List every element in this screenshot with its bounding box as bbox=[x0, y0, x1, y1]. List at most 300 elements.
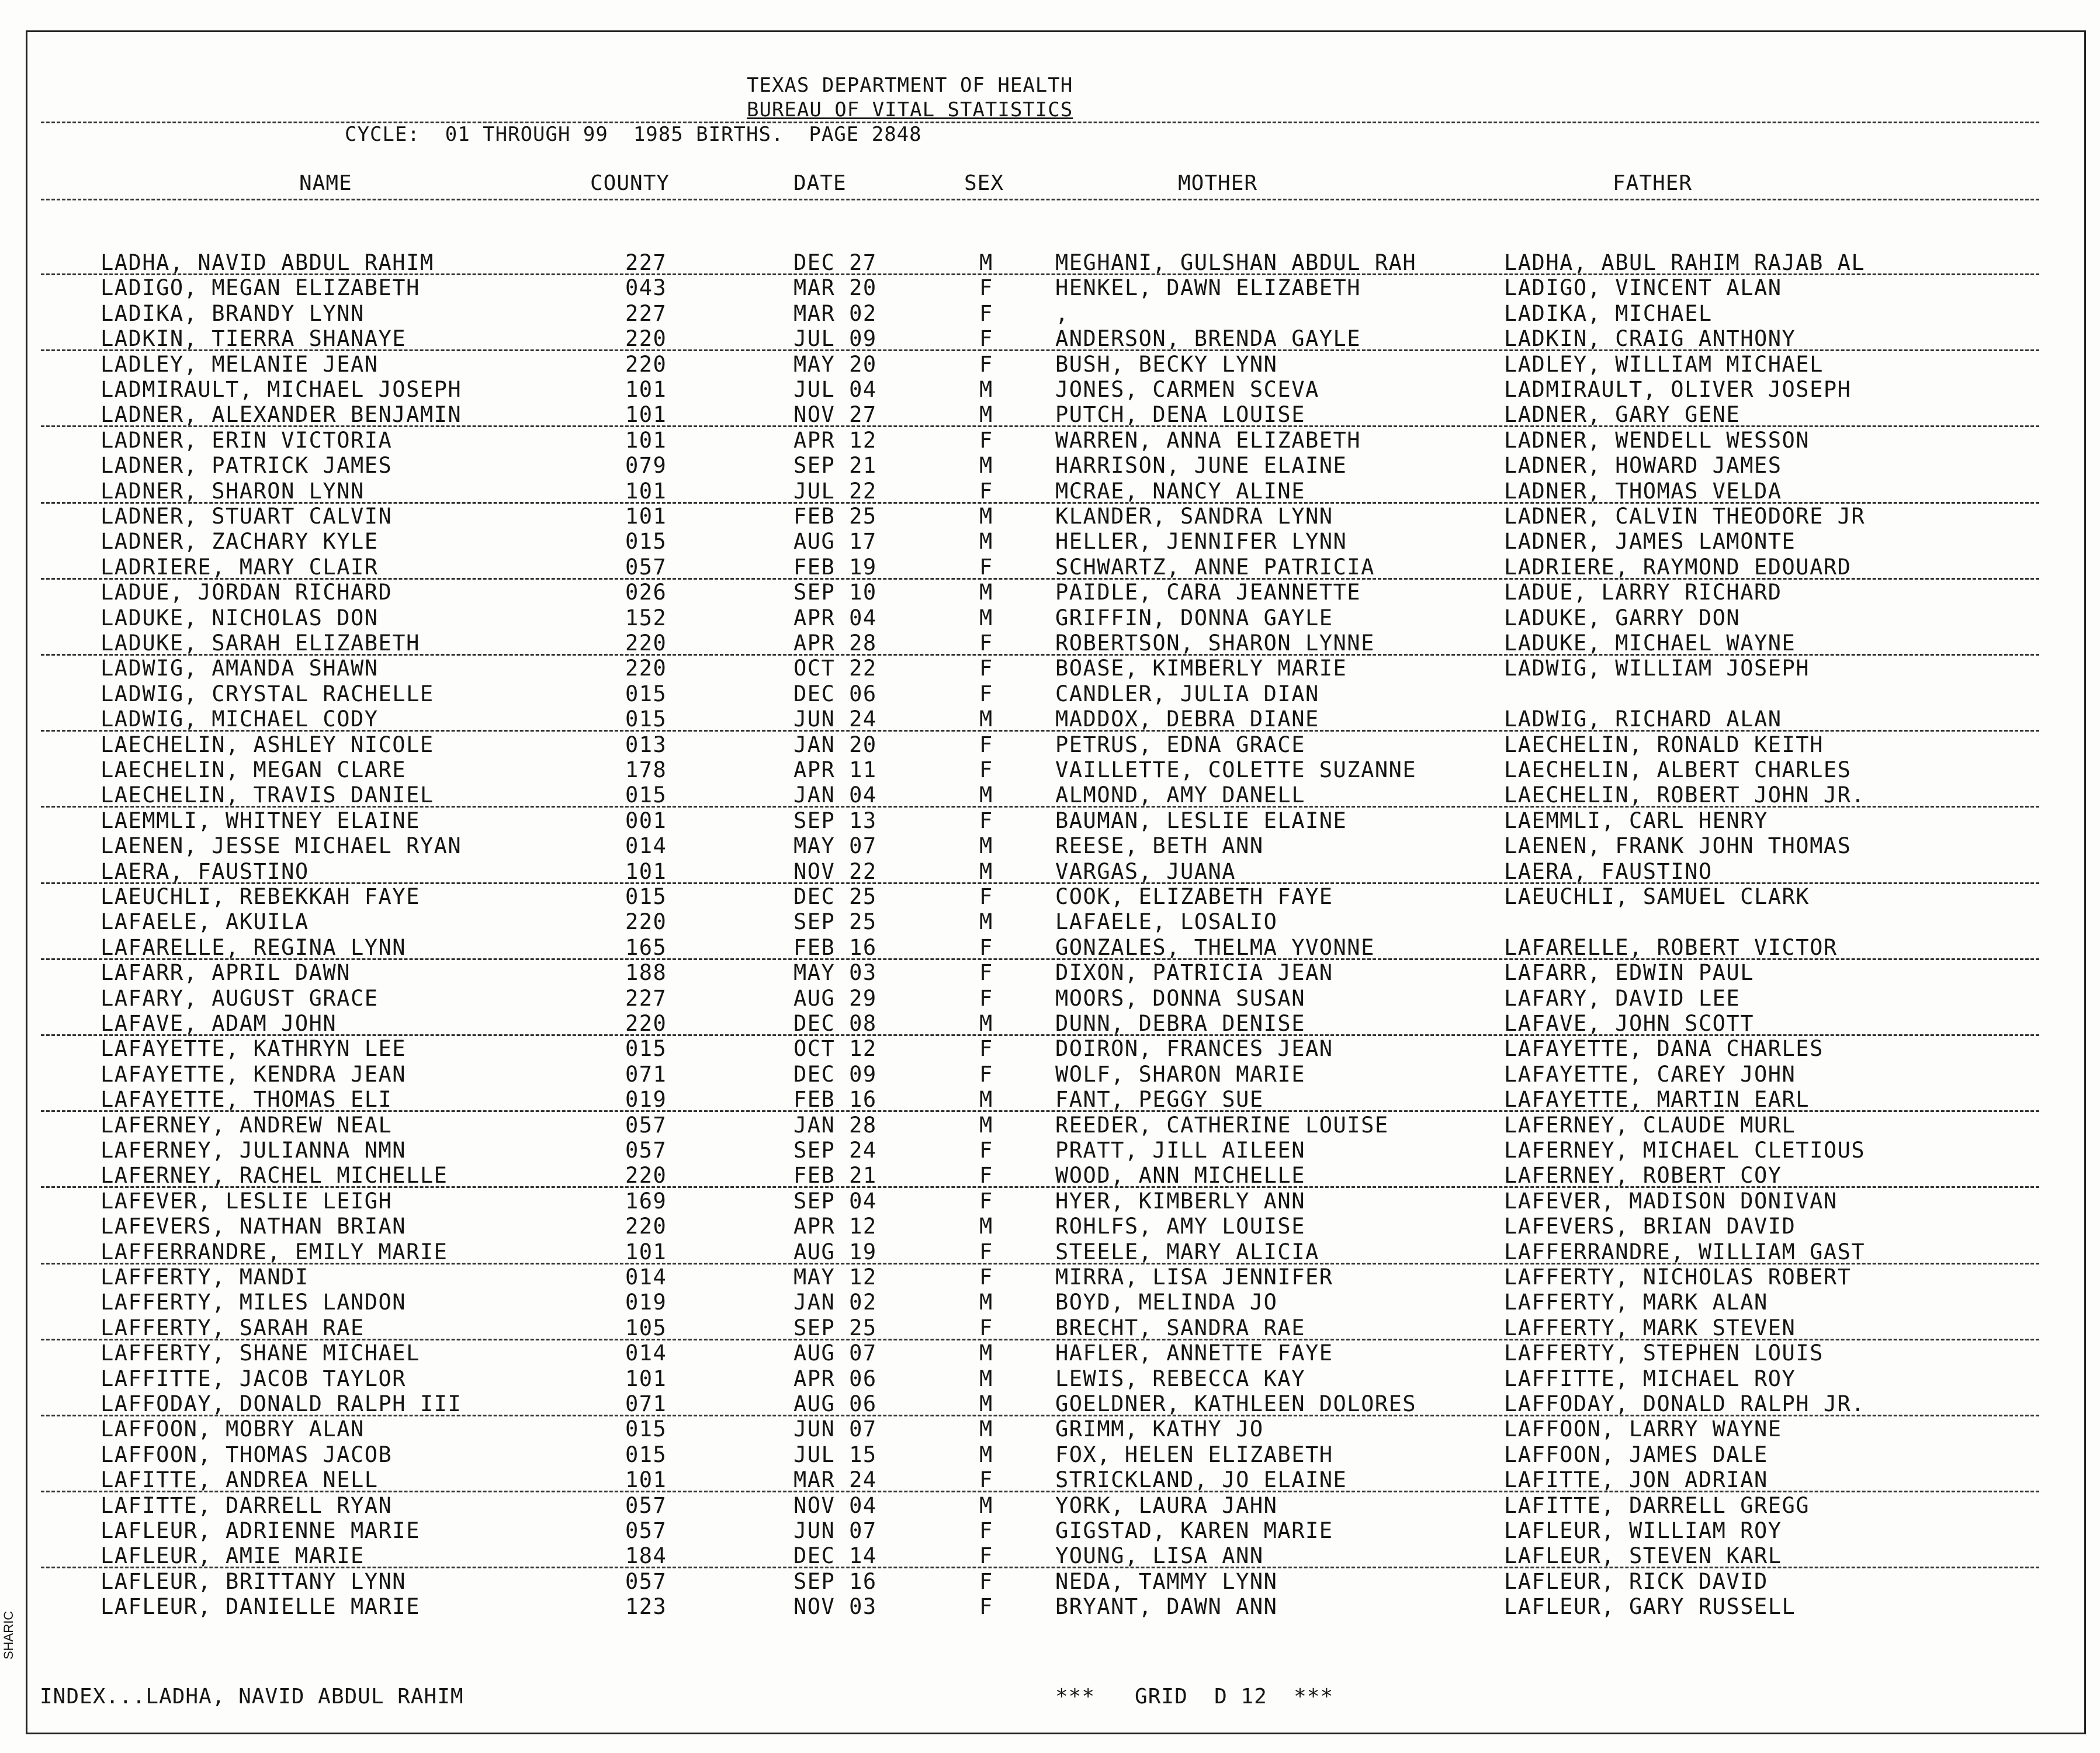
table-row bbox=[0, 402, 2100, 428]
table-row bbox=[0, 1594, 2100, 1620]
cell-name: LAFLEUR, ADRIENNE MARIE bbox=[101, 1518, 420, 1543]
column-header-name: NAME bbox=[299, 171, 352, 195]
table-row bbox=[0, 909, 2100, 935]
cell-sex: M bbox=[979, 580, 993, 605]
table-row bbox=[0, 808, 2100, 834]
cell-mother: FOX, HELEN ELIZABETH bbox=[1055, 1442, 1333, 1467]
cell-name: LAFFERRANDRE, EMILY MARIE bbox=[101, 1239, 448, 1264]
cell-name: LAEMMLI, WHITNEY ELAINE bbox=[101, 808, 420, 833]
table-row bbox=[0, 326, 2100, 352]
row-rule bbox=[41, 730, 2039, 732]
cell-father: LAFFODAY, DONALD RALPH JR. bbox=[1504, 1391, 1866, 1416]
cell-mother: GRIFFIN, DONNA GAYLE bbox=[1055, 605, 1333, 630]
cell-date: MAR 24 bbox=[793, 1467, 877, 1492]
cell-date: SEP 25 bbox=[793, 1315, 877, 1340]
table-row bbox=[0, 529, 2100, 555]
cell-name: LAFFERTY, SARAH RAE bbox=[101, 1315, 365, 1340]
cell-date: AUG 06 bbox=[793, 1391, 877, 1416]
cell-mother: REEDER, CATHERINE LOUISE bbox=[1055, 1113, 1389, 1138]
cell-sex: F bbox=[979, 1264, 993, 1290]
cell-name: LAFFERTY, MILES LANDON bbox=[101, 1290, 407, 1315]
cell-name: LAFAVE, ADAM JOHN bbox=[101, 1011, 337, 1036]
table-row bbox=[0, 681, 2100, 707]
cell-mother: PUTCH, DENA LOUISE bbox=[1055, 402, 1305, 427]
cell-sex: F bbox=[979, 808, 993, 833]
cell-father: LAFLEUR, RICK DAVID bbox=[1504, 1569, 1768, 1594]
cell-mother: HELLER, JENNIFER LYNN bbox=[1055, 529, 1347, 554]
cell-father: LAFERNEY, ROBERT COY bbox=[1504, 1163, 1782, 1188]
table-row bbox=[0, 986, 2100, 1011]
cell-name: LAFFOON, MOBRY ALAN bbox=[101, 1416, 365, 1442]
table-row bbox=[0, 428, 2100, 453]
cell-mother: WOOD, ANN MICHELLE bbox=[1055, 1163, 1305, 1188]
cell-date: MAY 20 bbox=[793, 352, 877, 377]
cell-county: 101 bbox=[625, 859, 667, 884]
cell-name: LADUKE, SARAH ELIZABETH bbox=[101, 630, 420, 656]
cell-father: LAFAYETTE, DANA CHARLES bbox=[1504, 1036, 1824, 1061]
cell-mother: MIRRA, LISA JENNIFER bbox=[1055, 1264, 1333, 1290]
cell-name: LAFLEUR, BRITTANY LYNN bbox=[101, 1569, 407, 1594]
cell-mother: ROBERTSON, SHARON LYNNE bbox=[1055, 630, 1375, 656]
cell-date: AUG 07 bbox=[793, 1340, 877, 1366]
cell-name: LAECHELIN, ASHLEY NICOLE bbox=[101, 732, 434, 757]
cell-father: LADLEY, WILLIAM MICHAEL bbox=[1504, 352, 1824, 377]
cell-mother: MEGHANI, GULSHAN ABDUL RAH bbox=[1055, 250, 1417, 275]
cell-father: LAECHELIN, RONALD KEITH bbox=[1504, 732, 1824, 757]
cell-county: 015 bbox=[625, 782, 667, 808]
cell-sex: M bbox=[979, 1290, 993, 1315]
cell-father: LAFAVE, JOHN SCOTT bbox=[1504, 1011, 1754, 1036]
cell-name: LADUKE, NICHOLAS DON bbox=[101, 605, 379, 630]
cell-sex: F bbox=[979, 986, 993, 1011]
cell-mother: BAUMAN, LESLIE ELAINE bbox=[1055, 808, 1347, 833]
cell-date: MAR 02 bbox=[793, 301, 877, 326]
cell-father: LAFARR, EDWIN PAUL bbox=[1504, 960, 1754, 985]
cell-name: LAFFERTY, MANDI bbox=[101, 1264, 309, 1290]
cell-county: 178 bbox=[625, 757, 667, 782]
cell-sex: F bbox=[979, 555, 993, 580]
cell-name: LADWIG, MICHAEL CODY bbox=[101, 706, 379, 732]
cell-county: 101 bbox=[625, 1467, 667, 1492]
cell-sex: F bbox=[979, 1036, 993, 1061]
cell-mother: CANDLER, JULIA DIAN bbox=[1055, 681, 1319, 706]
cell-date: JAN 28 bbox=[793, 1113, 877, 1138]
cell-county: 014 bbox=[625, 1340, 667, 1366]
cell-father: LADIKA, MICHAEL bbox=[1504, 301, 1713, 326]
table-row bbox=[0, 1493, 2100, 1519]
table-row bbox=[0, 656, 2100, 681]
column-header-sex: SEX bbox=[964, 171, 1004, 195]
cell-county: 152 bbox=[625, 605, 667, 630]
cell-sex: M bbox=[979, 504, 993, 529]
cell-date: MAY 07 bbox=[793, 833, 877, 858]
cell-father: LAECHELIN, ALBERT CHARLES bbox=[1504, 757, 1852, 782]
cell-mother: HARRISON, JUNE ELAINE bbox=[1055, 453, 1347, 478]
cell-sex: M bbox=[979, 605, 993, 630]
table-row bbox=[0, 1011, 2100, 1037]
cell-county: 101 bbox=[625, 428, 667, 453]
cell-county: 101 bbox=[625, 479, 667, 504]
cell-county: 184 bbox=[625, 1543, 667, 1568]
cell-sex: F bbox=[979, 757, 993, 782]
cell-mother: DIXON, PATRICIA JEAN bbox=[1055, 960, 1333, 985]
cell-sex: F bbox=[979, 732, 993, 757]
cell-county: 015 bbox=[625, 529, 667, 554]
table-row bbox=[0, 1138, 2100, 1163]
cell-sex: M bbox=[979, 1366, 993, 1391]
cell-father: LAFFOON, LARRY WAYNE bbox=[1504, 1416, 1782, 1442]
cell-father: LAFFITTE, MICHAEL ROY bbox=[1504, 1366, 1796, 1391]
table-row bbox=[0, 1442, 2100, 1468]
cell-name: LAFAYETTE, THOMAS ELI bbox=[101, 1087, 393, 1112]
cell-name: LAERA, FAUSTINO bbox=[101, 859, 309, 884]
cell-sex: F bbox=[979, 1138, 993, 1163]
cell-mother: PETRUS, EDNA GRACE bbox=[1055, 732, 1305, 757]
cell-name: LAFEVERS, NATHAN BRIAN bbox=[101, 1214, 407, 1239]
row-rule bbox=[41, 1491, 2039, 1492]
cell-date: APR 06 bbox=[793, 1366, 877, 1391]
column-header-mother: MOTHER bbox=[1178, 171, 1258, 195]
table-row bbox=[0, 1163, 2100, 1189]
cell-mother: NEDA, TAMMY LYNN bbox=[1055, 1569, 1278, 1594]
cell-county: 057 bbox=[625, 555, 667, 580]
cell-county: 188 bbox=[625, 960, 667, 985]
table-row bbox=[0, 833, 2100, 859]
cell-father: LAFFOON, JAMES DALE bbox=[1504, 1442, 1768, 1467]
cell-county: 220 bbox=[625, 1214, 667, 1239]
cell-mother: GONZALES, THELMA YVONNE bbox=[1055, 935, 1375, 960]
cell-mother: HAFLER, ANNETTE FAYE bbox=[1055, 1340, 1333, 1366]
cell-sex: F bbox=[979, 1239, 993, 1264]
cell-date: DEC 27 bbox=[793, 250, 877, 275]
cell-sex: F bbox=[979, 1163, 993, 1188]
cell-mother: MADDOX, DEBRA DIANE bbox=[1055, 706, 1319, 732]
cell-father: LADMIRAULT, OLIVER JOSEPH bbox=[1504, 377, 1852, 402]
cell-sex: F bbox=[979, 935, 993, 960]
cell-father: LADNER, GARY GENE bbox=[1504, 402, 1741, 427]
cell-mother: PAIDLE, CARA JEANNETTE bbox=[1055, 580, 1361, 605]
cell-date: MAY 12 bbox=[793, 1264, 877, 1290]
cell-name: LAFITTE, DARRELL RYAN bbox=[101, 1493, 393, 1518]
cell-name: LAFAELE, AKUILA bbox=[101, 909, 309, 934]
cell-county: 057 bbox=[625, 1569, 667, 1594]
cell-county: 001 bbox=[625, 808, 667, 833]
cell-sex: F bbox=[979, 1062, 993, 1087]
cell-date: DEC 06 bbox=[793, 681, 877, 706]
table-row bbox=[0, 782, 2100, 808]
cell-county: 026 bbox=[625, 580, 667, 605]
cell-sex: M bbox=[979, 833, 993, 858]
cell-county: 013 bbox=[625, 732, 667, 757]
cell-mother: ALMOND, AMY DANELL bbox=[1055, 782, 1305, 808]
cell-sex: F bbox=[979, 1315, 993, 1340]
cell-name: LAECHELIN, MEGAN CLARE bbox=[101, 757, 407, 782]
cell-county: 220 bbox=[625, 630, 667, 656]
cell-sex: M bbox=[979, 1087, 993, 1112]
cell-county: 123 bbox=[625, 1594, 667, 1619]
cell-county: 220 bbox=[625, 352, 667, 377]
cell-sex: F bbox=[979, 479, 993, 504]
cell-sex: F bbox=[979, 630, 993, 656]
cell-date: MAY 03 bbox=[793, 960, 877, 985]
column-header-county: COUNTY bbox=[590, 171, 670, 195]
cell-mother: MCRAE, NANCY ALINE bbox=[1055, 479, 1305, 504]
table-row bbox=[0, 935, 2100, 961]
cell-mother: BRYANT, DAWN ANN bbox=[1055, 1594, 1278, 1619]
cell-date: NOV 27 bbox=[793, 402, 877, 427]
row-rule bbox=[41, 1567, 2039, 1568]
table-row bbox=[0, 1391, 2100, 1417]
row-rule bbox=[41, 425, 2039, 427]
cell-mother: YOUNG, LISA ANN bbox=[1055, 1543, 1264, 1568]
cell-name: LAFAYETTE, KENDRA JEAN bbox=[101, 1062, 407, 1087]
table-row bbox=[0, 1036, 2100, 1062]
cell-date: JUN 24 bbox=[793, 706, 877, 732]
cell-mother: ANDERSON, BRENDA GAYLE bbox=[1055, 326, 1361, 351]
cell-sex: M bbox=[979, 453, 993, 478]
cell-father: LADIGO, VINCENT ALAN bbox=[1504, 275, 1782, 300]
cell-county: 165 bbox=[625, 935, 667, 960]
cell-father: LADNER, WENDELL WESSON bbox=[1504, 428, 1810, 453]
cell-sex: F bbox=[979, 326, 993, 351]
table-row bbox=[0, 479, 2100, 504]
cell-county: 057 bbox=[625, 1138, 667, 1163]
cell-mother: HENKEL, DAWN ELIZABETH bbox=[1055, 275, 1361, 300]
cell-county: 220 bbox=[625, 326, 667, 351]
cell-sex: M bbox=[979, 402, 993, 427]
cell-sex: M bbox=[979, 909, 993, 934]
table-row bbox=[0, 1113, 2100, 1138]
cell-father: LADHA, ABUL RAHIM RAJAB AL bbox=[1504, 250, 1866, 275]
cell-father: LAEUCHLI, SAMUEL CLARK bbox=[1504, 884, 1810, 909]
cell-name: LADLEY, MELANIE JEAN bbox=[101, 352, 379, 377]
table-row bbox=[0, 1264, 2100, 1290]
cell-date: SEP 16 bbox=[793, 1569, 877, 1594]
cell-name: LAEUCHLI, REBEKKAH FAYE bbox=[101, 884, 420, 909]
cell-name: LADIGO, MEGAN ELIZABETH bbox=[101, 275, 420, 300]
cell-county: 220 bbox=[625, 1163, 667, 1188]
cell-county: 101 bbox=[625, 402, 667, 427]
cell-date: APR 28 bbox=[793, 630, 877, 656]
cell-date: JUN 07 bbox=[793, 1416, 877, 1442]
cell-date: DEC 14 bbox=[793, 1543, 877, 1568]
cell-sex: M bbox=[979, 377, 993, 402]
cell-father: LADNER, HOWARD JAMES bbox=[1504, 453, 1782, 478]
cell-sex: F bbox=[979, 301, 993, 326]
cell-date: JUL 09 bbox=[793, 326, 877, 351]
table-row bbox=[0, 757, 2100, 783]
cell-father: LAFLEUR, STEVEN KARL bbox=[1504, 1543, 1782, 1568]
cell-father: LADNER, CALVIN THEODORE JR bbox=[1504, 504, 1866, 529]
cell-sex: F bbox=[979, 1467, 993, 1492]
cell-sex: F bbox=[979, 1189, 993, 1214]
table-row bbox=[0, 250, 2100, 276]
cell-mother: MOORS, DONNA SUSAN bbox=[1055, 986, 1305, 1011]
cell-father: LAENEN, FRANK JOHN THOMAS bbox=[1504, 833, 1852, 858]
cell-mother: , bbox=[1055, 301, 1069, 326]
table-row bbox=[0, 580, 2100, 605]
cell-mother: WARREN, ANNA ELIZABETH bbox=[1055, 428, 1361, 453]
cell-name: LAFEVER, LESLIE LEIGH bbox=[101, 1189, 393, 1214]
cell-date: DEC 08 bbox=[793, 1011, 877, 1036]
cell-county: 227 bbox=[625, 250, 667, 275]
cell-county: 220 bbox=[625, 656, 667, 681]
cell-date: APR 12 bbox=[793, 1214, 877, 1239]
cell-father: LAEMMLI, CARL HENRY bbox=[1504, 808, 1768, 833]
cell-mother: STEELE, MARY ALICIA bbox=[1055, 1239, 1319, 1264]
table-row bbox=[0, 1290, 2100, 1315]
cell-father: LAFERNEY, MICHAEL CLETIOUS bbox=[1504, 1138, 1866, 1163]
cell-sex: M bbox=[979, 1214, 993, 1239]
side-label: SHARIC bbox=[1, 1610, 16, 1660]
cell-county: 014 bbox=[625, 1264, 667, 1290]
cell-date: NOV 03 bbox=[793, 1594, 877, 1619]
cell-date: NOV 04 bbox=[793, 1493, 877, 1518]
cell-county: 220 bbox=[625, 1011, 667, 1036]
cell-father: LADUKE, MICHAEL WAYNE bbox=[1504, 630, 1796, 656]
cell-county: 079 bbox=[625, 453, 667, 478]
cell-date: JAN 20 bbox=[793, 732, 877, 757]
cell-name: LAFFOON, THOMAS JACOB bbox=[101, 1442, 393, 1467]
table-row bbox=[0, 605, 2100, 631]
cell-mother: PRATT, JILL AILEEN bbox=[1055, 1138, 1305, 1163]
column-header-father: FATHER bbox=[1613, 171, 1693, 195]
cell-mother: KLANDER, SANDRA LYNN bbox=[1055, 504, 1333, 529]
row-rule bbox=[41, 1110, 2039, 1112]
cell-county: 015 bbox=[625, 681, 667, 706]
cell-father: LAFLEUR, WILLIAM ROY bbox=[1504, 1518, 1782, 1543]
cell-date: SEP 13 bbox=[793, 808, 877, 833]
cell-father: LAFEVERS, BRIAN DAVID bbox=[1504, 1214, 1796, 1239]
table-row bbox=[0, 1543, 2100, 1569]
cell-father: LADWIG, RICHARD ALAN bbox=[1504, 706, 1782, 732]
table-row bbox=[0, 1569, 2100, 1595]
cell-father: LAFITTE, DARRELL GREGG bbox=[1504, 1493, 1810, 1518]
cell-sex: F bbox=[979, 1569, 993, 1594]
cell-mother: ROHLFS, AMY LOUISE bbox=[1055, 1214, 1305, 1239]
cell-sex: M bbox=[979, 1340, 993, 1366]
cell-father: LAFFERTY, NICHOLAS ROBERT bbox=[1504, 1264, 1852, 1290]
cell-county: 015 bbox=[625, 1442, 667, 1467]
grid-footer: *** GRID D 12 *** bbox=[1055, 1685, 1334, 1709]
column-header-date: DATE bbox=[793, 171, 847, 195]
cell-name: LAFERNEY, JULIANNA NMN bbox=[101, 1138, 407, 1163]
cell-mother: FANT, PEGGY SUE bbox=[1055, 1087, 1264, 1112]
cell-sex: M bbox=[979, 1416, 993, 1442]
cell-sex: M bbox=[979, 1113, 993, 1138]
cell-date: NOV 22 bbox=[793, 859, 877, 884]
cell-sex: F bbox=[979, 884, 993, 909]
table-row bbox=[0, 884, 2100, 910]
cell-date: JUN 07 bbox=[793, 1518, 877, 1543]
row-rule bbox=[41, 1186, 2039, 1188]
cell-sex: M bbox=[979, 1391, 993, 1416]
cell-date: FEB 25 bbox=[793, 504, 877, 529]
table-row bbox=[0, 732, 2100, 758]
cell-mother: BOASE, KIMBERLY MARIE bbox=[1055, 656, 1347, 681]
cell-mother: GRIMM, KATHY JO bbox=[1055, 1416, 1264, 1442]
cell-mother: WOLF, SHARON MARIE bbox=[1055, 1062, 1305, 1087]
cell-date: APR 04 bbox=[793, 605, 877, 630]
cell-mother: LEWIS, REBECCA KAY bbox=[1055, 1366, 1305, 1391]
cell-mother: STRICKLAND, JO ELAINE bbox=[1055, 1467, 1347, 1492]
cell-mother: HYER, KIMBERLY ANN bbox=[1055, 1189, 1305, 1214]
cell-name: LADNER, STUART CALVIN bbox=[101, 504, 393, 529]
cell-mother: COOK, ELIZABETH FAYE bbox=[1055, 884, 1333, 909]
cell-name: LADUE, JORDAN RICHARD bbox=[101, 580, 393, 605]
cell-mother: BRECHT, SANDRA RAE bbox=[1055, 1315, 1305, 1340]
cell-name: LADIKA, BRANDY LYNN bbox=[101, 301, 365, 326]
cell-sex: M bbox=[979, 529, 993, 554]
column-header-rule bbox=[41, 199, 2039, 200]
cell-county: 071 bbox=[625, 1062, 667, 1087]
cell-name: LADRIERE, MARY CLAIR bbox=[101, 555, 379, 580]
cell-father: LAERA, FAUSTINO bbox=[1504, 859, 1713, 884]
cell-name: LAFAYETTE, KATHRYN LEE bbox=[101, 1036, 407, 1061]
table-row bbox=[0, 275, 2100, 301]
cell-mother: GIGSTAD, KAREN MARIE bbox=[1055, 1518, 1333, 1543]
cell-name: LAENEN, JESSE MICHAEL RYAN bbox=[101, 833, 462, 858]
cell-father: LAECHELIN, ROBERT JOHN JR. bbox=[1504, 782, 1866, 808]
table-row bbox=[0, 859, 2100, 885]
cell-mother: YORK, LAURA JAHN bbox=[1055, 1493, 1278, 1518]
cell-sex: F bbox=[979, 656, 993, 681]
cell-date: SEP 24 bbox=[793, 1138, 877, 1163]
cell-county: 071 bbox=[625, 1391, 667, 1416]
cell-father: LAFARELLE, ROBERT VICTOR bbox=[1504, 935, 1838, 960]
cell-county: 101 bbox=[625, 377, 667, 402]
cell-father: LAFEVER, MADISON DONIVAN bbox=[1504, 1189, 1838, 1214]
cell-date: FEB 21 bbox=[793, 1163, 877, 1188]
table-row bbox=[0, 1062, 2100, 1087]
cell-name: LADNER, ERIN VICTORIA bbox=[101, 428, 393, 453]
cell-county: 015 bbox=[625, 884, 667, 909]
cell-date: OCT 22 bbox=[793, 656, 877, 681]
cell-sex: M bbox=[979, 706, 993, 732]
cell-county: 227 bbox=[625, 301, 667, 326]
cell-name: LADNER, SHARON LYNN bbox=[101, 479, 365, 504]
cell-mother: BUSH, BECKY LYNN bbox=[1055, 352, 1278, 377]
cell-sex: M bbox=[979, 1493, 993, 1518]
cell-father: LADUE, LARRY RICHARD bbox=[1504, 580, 1782, 605]
cell-county: 057 bbox=[625, 1493, 667, 1518]
table-row bbox=[0, 1087, 2100, 1113]
cell-father: LAFFERTY, STEPHEN LOUIS bbox=[1504, 1340, 1824, 1366]
cell-sex: F bbox=[979, 352, 993, 377]
table-row bbox=[0, 1239, 2100, 1265]
cell-mother: VARGAS, JUANA bbox=[1055, 859, 1236, 884]
table-row bbox=[0, 453, 2100, 479]
cell-father: LAFAYETTE, MARTIN EARL bbox=[1504, 1087, 1810, 1112]
cell-sex: M bbox=[979, 782, 993, 808]
cell-name: LADMIRAULT, MICHAEL JOSEPH bbox=[101, 377, 462, 402]
cell-county: 015 bbox=[625, 1036, 667, 1061]
cell-father: LAFAYETTE, CAREY JOHN bbox=[1504, 1062, 1796, 1087]
cell-mother: BOYD, MELINDA JO bbox=[1055, 1290, 1278, 1315]
cell-county: 105 bbox=[625, 1315, 667, 1340]
table-row bbox=[0, 960, 2100, 986]
cell-father: LAFFERRANDRE, WILLIAM GAST bbox=[1504, 1239, 1866, 1264]
table-row bbox=[0, 352, 2100, 377]
header-rule bbox=[41, 122, 2039, 123]
table-row bbox=[0, 377, 2100, 403]
cell-county: 015 bbox=[625, 706, 667, 732]
cell-date: DEC 09 bbox=[793, 1062, 877, 1087]
cell-date: OCT 12 bbox=[793, 1036, 877, 1061]
cycle-line: CYCLE: 01 THROUGH 99 1985 BIRTHS. PAGE 2848 bbox=[345, 123, 922, 146]
cell-father: LADUKE, GARRY DON bbox=[1504, 605, 1741, 630]
cell-father: LAFLEUR, GARY RUSSELL bbox=[1504, 1594, 1796, 1619]
